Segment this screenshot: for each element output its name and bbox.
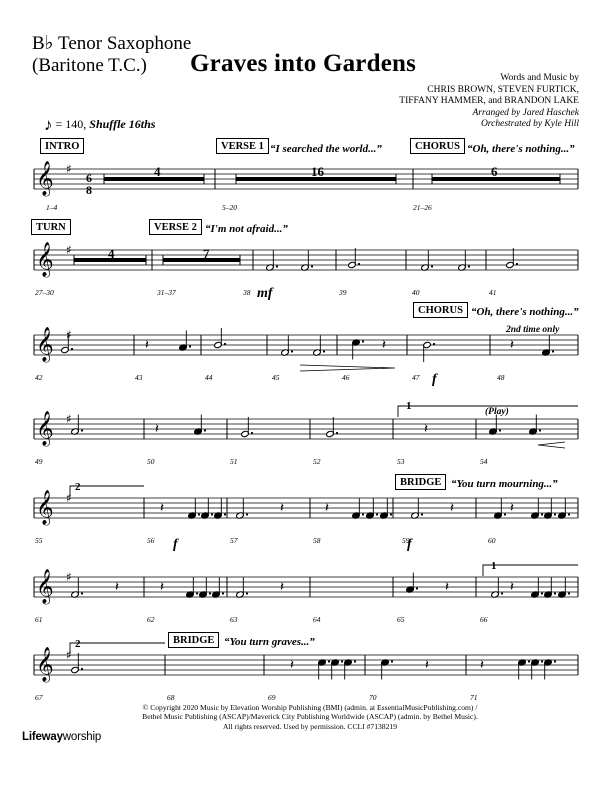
rehearsal-verse-2: VERSE 2 bbox=[149, 219, 202, 235]
ending-bracket bbox=[70, 486, 144, 497]
dot bbox=[311, 265, 313, 267]
measure-number: 67 bbox=[35, 693, 43, 702]
measure-number: 62 bbox=[147, 615, 155, 624]
lyric-cue-verse-1: “I searched the world...” bbox=[270, 143, 382, 155]
rehearsal-bridge: BRIDGE bbox=[395, 474, 446, 490]
measure-number: 44 bbox=[205, 373, 213, 382]
dot bbox=[323, 350, 325, 352]
ending-bracket bbox=[398, 406, 578, 417]
rest-icon: 𝄽 bbox=[425, 658, 429, 673]
dot bbox=[504, 513, 506, 515]
song-title: Graves into Gardens bbox=[190, 50, 417, 77]
measure-number: 38 bbox=[243, 288, 251, 297]
instrument-line-1: B♭ Tenor Saxophone bbox=[32, 33, 192, 54]
rest-icon: 𝄽 bbox=[450, 501, 454, 516]
rest-icon: 𝄽 bbox=[510, 501, 514, 516]
credits-line: CHRIS BROWN, STEVEN FURTICK, bbox=[427, 84, 579, 95]
rest-icon: 𝄽 bbox=[480, 658, 484, 673]
measure-number: 65 bbox=[397, 615, 405, 624]
tempo-value: = 140, bbox=[55, 117, 87, 131]
copyright-notice bbox=[70, 703, 550, 731]
second-ending-number: 2 bbox=[75, 481, 81, 493]
first-ending-number: 1 bbox=[406, 400, 412, 412]
treble-clef-icon: 𝄞 bbox=[36, 327, 54, 362]
rest-icon: 𝄽 bbox=[160, 580, 164, 595]
rest-icon: 𝄽 bbox=[155, 422, 159, 437]
rest-icon: 𝄽 bbox=[280, 501, 284, 516]
measure-number: 70 bbox=[369, 693, 377, 702]
dot bbox=[81, 429, 83, 431]
dot bbox=[358, 263, 360, 265]
dynamic-forte: f bbox=[173, 537, 178, 552]
dot bbox=[354, 660, 356, 662]
arranger-credit: Arranged by Jared Haschek bbox=[472, 107, 579, 118]
measure-number: 55 bbox=[35, 536, 43, 545]
measure-number: 43 bbox=[135, 373, 143, 382]
rest-count: 7 bbox=[203, 246, 210, 261]
dot bbox=[204, 429, 206, 431]
notation-marks bbox=[36, 161, 578, 683]
rest-icon: 𝄽 bbox=[115, 580, 119, 595]
dot bbox=[552, 350, 554, 352]
treble-clef-icon: 𝄞 bbox=[36, 161, 54, 196]
time-signature-bottom: 8 bbox=[86, 183, 92, 197]
rest-count: 6 bbox=[491, 164, 498, 179]
dynamic-forte: f bbox=[432, 372, 437, 387]
measure-number: 58 bbox=[313, 536, 321, 545]
rest-icon: 𝄽 bbox=[510, 580, 514, 595]
dot bbox=[501, 592, 503, 594]
dot bbox=[81, 592, 83, 594]
sharp-icon: ♯ bbox=[66, 412, 72, 426]
rest-icon: 𝄽 bbox=[325, 501, 329, 516]
hairpin-icon bbox=[538, 442, 565, 448]
measure-number: 69 bbox=[268, 693, 276, 702]
dot bbox=[416, 587, 418, 589]
ending-bracket bbox=[483, 565, 578, 576]
ending-bracket bbox=[70, 643, 165, 654]
dot bbox=[341, 660, 343, 662]
measure-number: 64 bbox=[313, 615, 321, 624]
orchestrator-credit: Orchestrated by Kyle Hill bbox=[480, 119, 579, 129]
dot bbox=[276, 265, 278, 267]
dot bbox=[539, 429, 541, 431]
measure-number: 52 bbox=[313, 457, 321, 466]
dot bbox=[246, 513, 248, 515]
measure-number: 50 bbox=[147, 457, 155, 466]
dynamic-forte: f bbox=[407, 537, 412, 552]
rehearsal-verse-1: VERSE 1 bbox=[216, 138, 269, 154]
measure-number: 57 bbox=[230, 536, 238, 545]
rehearsal-chorus: CHORUS bbox=[410, 138, 465, 154]
dot bbox=[568, 592, 570, 594]
hairpin-icon bbox=[300, 365, 395, 371]
dot bbox=[554, 513, 556, 515]
treble-clef-icon: 𝄞 bbox=[36, 490, 54, 525]
lyric-cue-verse-2: “I'm not afraid...” bbox=[205, 223, 288, 235]
dot bbox=[362, 340, 364, 342]
measure-number: 61 bbox=[35, 615, 43, 624]
measure-number: 42 bbox=[35, 373, 43, 382]
dot bbox=[189, 345, 191, 347]
play-direction: (Play) bbox=[485, 407, 509, 417]
rehearsal-turn: TURN bbox=[31, 219, 71, 235]
measure-number: 53 bbox=[397, 457, 405, 466]
dot bbox=[541, 513, 543, 515]
second-ending-number: 2 bbox=[75, 638, 81, 650]
dot bbox=[222, 592, 224, 594]
sharp-icon: ♯ bbox=[66, 328, 72, 342]
measure-number: 54 bbox=[480, 457, 488, 466]
quarter-note-icon: ♪ bbox=[44, 115, 53, 134]
rest-icon: 𝄽 bbox=[290, 658, 294, 673]
dot bbox=[81, 668, 83, 670]
sharp-icon: ♯ bbox=[66, 491, 72, 505]
measure-number: 27–30 bbox=[35, 288, 54, 297]
first-ending-number: 1 bbox=[491, 560, 497, 572]
sharp-icon: ♯ bbox=[66, 648, 72, 662]
measure-number: 71 bbox=[470, 693, 478, 702]
measure-number: 40 bbox=[412, 288, 420, 297]
rehearsal-chorus-2: CHORUS bbox=[413, 302, 468, 318]
dot bbox=[554, 660, 556, 662]
rest-icon: 𝄽 bbox=[160, 501, 164, 516]
copyright-line: Bethel Music Publishing (ASCAP)/Maverick City Publishing Worldwide (ASCAP) (admin. by Bethel Music). bbox=[142, 712, 478, 722]
treble-clef-icon: 𝄞 bbox=[36, 411, 54, 446]
lyric-cue-bridge: “You turn mourning...” bbox=[451, 478, 558, 490]
lyric-cue-chorus: “Oh, there's nothing...” bbox=[467, 143, 575, 155]
dot bbox=[390, 513, 392, 515]
dot bbox=[246, 592, 248, 594]
sharp-icon: ♯ bbox=[66, 162, 72, 176]
measure-number: 1–4 bbox=[46, 203, 58, 212]
measure-number: 21–26 bbox=[413, 203, 432, 212]
measure-number: 56 bbox=[147, 536, 155, 545]
dot bbox=[224, 343, 226, 345]
measure-number: 5–20 bbox=[222, 203, 237, 212]
dot bbox=[71, 348, 73, 350]
measure-number: 48 bbox=[497, 373, 505, 382]
dot bbox=[211, 513, 213, 515]
measure-number: 45 bbox=[272, 373, 280, 382]
copyright-line: All rights reserved. Used by permission. CCLI #7138219 bbox=[222, 721, 397, 731]
dot bbox=[328, 660, 330, 662]
dot bbox=[251, 432, 253, 434]
rehearsal-intro: INTRO bbox=[40, 138, 84, 154]
time-signature-top: 6 bbox=[86, 171, 92, 185]
dot bbox=[431, 265, 433, 267]
dot bbox=[209, 592, 211, 594]
measure-number: 49 bbox=[35, 457, 43, 466]
rest-icon: 𝄽 bbox=[382, 338, 386, 353]
rest-icon: 𝄽 bbox=[510, 338, 514, 353]
dot bbox=[568, 513, 570, 515]
dot bbox=[433, 343, 435, 345]
credits-line: TIFFANY HAMMER, and BRANDON LAKE bbox=[399, 96, 579, 106]
rest-icon: 𝄽 bbox=[424, 422, 428, 437]
treble-clef-icon: 𝄞 bbox=[36, 569, 54, 604]
rest-icon: 𝄽 bbox=[445, 580, 449, 595]
rehearsal-bridge-2: BRIDGE bbox=[168, 632, 219, 648]
measure-number: 66 bbox=[480, 615, 488, 624]
measure-number: 60 bbox=[488, 536, 496, 545]
lyric-cue-bridge-2: “You turn graves...” bbox=[224, 636, 315, 648]
measure-number: 46 bbox=[342, 373, 350, 382]
multi-rest-bar bbox=[163, 258, 240, 262]
treble-clef-icon: 𝄞 bbox=[36, 242, 54, 277]
tempo-style: Shuffle 16ths bbox=[89, 117, 156, 131]
rest-count: 4 bbox=[108, 246, 115, 261]
dot bbox=[198, 513, 200, 515]
dot bbox=[528, 660, 530, 662]
dot bbox=[362, 513, 364, 515]
measure-number: 31–37 bbox=[157, 288, 176, 297]
rest-icon: 𝄽 bbox=[280, 580, 284, 595]
dot bbox=[516, 263, 518, 265]
dot bbox=[421, 513, 423, 515]
sharp-icon: ♯ bbox=[66, 243, 72, 257]
dot bbox=[541, 660, 543, 662]
dot bbox=[291, 350, 293, 352]
instrument-line-2: (Baritone T.C.) bbox=[32, 55, 147, 76]
rest-count: 16 bbox=[311, 164, 324, 179]
dot bbox=[376, 513, 378, 515]
dot bbox=[196, 592, 198, 594]
lyric-cue-chorus-2: “Oh, there's nothing...” bbox=[471, 306, 579, 318]
measure-number: 63 bbox=[230, 615, 238, 624]
rest-icon: 𝄽 bbox=[145, 338, 149, 353]
dot bbox=[468, 265, 470, 267]
rest-count: 4 bbox=[154, 164, 161, 179]
dot bbox=[554, 592, 556, 594]
measure-number: 47 bbox=[412, 373, 420, 382]
measure-number: 51 bbox=[230, 457, 238, 466]
publisher-logo bbox=[22, 731, 101, 743]
dot bbox=[336, 432, 338, 434]
dot bbox=[391, 660, 393, 662]
dot bbox=[541, 592, 543, 594]
credits-line: Words and Music by bbox=[500, 73, 579, 83]
copyright-line: © Copyright 2020 Music by Elevation Worship Publishing (BMI) (admin. at EssentialMusicPublishing.com) / bbox=[142, 703, 478, 712]
logo-bold: Lifeway bbox=[22, 731, 63, 743]
sharp-icon: ♯ bbox=[66, 570, 72, 584]
second-time-only-note: 2nd time only bbox=[506, 325, 560, 335]
dynamic-mf: mf bbox=[257, 286, 273, 301]
dot bbox=[499, 429, 501, 431]
measure-number: 59 bbox=[402, 536, 410, 545]
logo-light: worship bbox=[62, 731, 102, 743]
measure-number: 39 bbox=[339, 288, 347, 297]
measure-number: 68 bbox=[167, 693, 175, 702]
dot bbox=[224, 513, 226, 515]
treble-clef-icon: 𝄞 bbox=[36, 647, 54, 682]
measure-number: 41 bbox=[489, 288, 497, 297]
